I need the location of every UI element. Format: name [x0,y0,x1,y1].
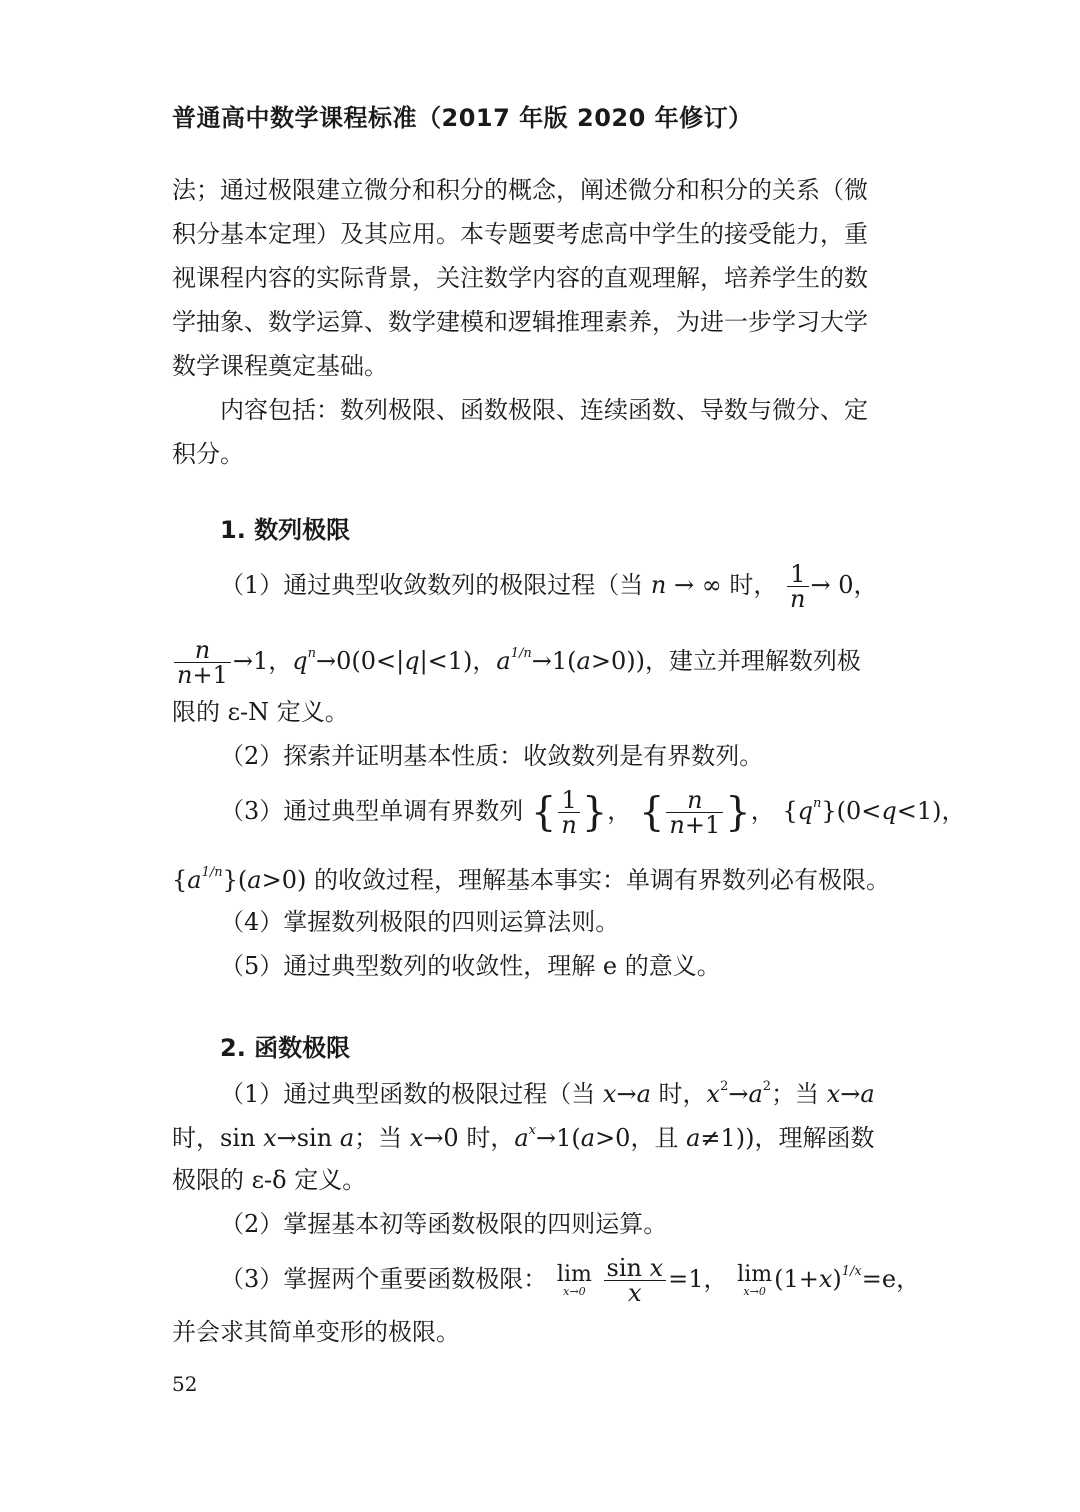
limit-sinx-over-x: lim x→0 [556,1262,592,1298]
intro-line-4: 学抽象、数学运算、数学建模和逻辑推理素养，为进一步学习大学 [172,308,868,336]
s1-item3-line1: （3）通过典型单调有界数列 { $\frac{1}{n}$ }， { $\frac{n}{n+1}$ }， $\{q^n\}(0<q<1)$， [220,786,966,839]
s1-item1-line3: 限的 ε-N 定义。 [172,698,349,726]
page-number: 52 [172,1372,198,1396]
s2-item2: （2）掌握基本初等函数极限的四则运算。 [220,1210,668,1238]
section-heading-2: 2. 函数极限 [220,1034,351,1062]
intro-line-5: 数学课程奠定基础。 [172,352,388,380]
running-header: 普通高中数学课程标准（2017 年版 2020 年修订） [172,104,753,132]
fraction-1-over-n: $\frac{1}{n}$ [787,562,808,611]
fraction-n-over-n-plus-1: $\frac{n}{n+1}$ [174,638,231,687]
intro-line-3: 视课程内容的实际背景，关注数学内容的直观理解，培养学生的数 [172,264,868,292]
s2-item1-line1: （1）通过典型函数的极限过程（当 x→a 时，$x^2\to a^2$；当 x→a [220,1079,875,1108]
s1-item3-line2: $\{a^{1/n}\}(a>0)$ 的收敛过程，理解基本事实：单调有界数列必有极限。 [172,865,890,894]
content-line-1: 内容包括：数列极限、函数极限、连续函数、导数与微分、定 [220,396,868,424]
section-heading-1: 1. 数列极限 [220,516,351,544]
s2-item1-line2: 时，sin x→sin a；当 x→0 时，$a^x\to 1(a>0$，且 a≠1))，理解函数 [172,1123,875,1152]
s1-item5: （5）通过典型数列的收敛性，理解 e 的意义。 [220,952,721,980]
content-line-2: 积分。 [172,440,244,468]
s2-item3-line1: （3）掌握两个重要函数极限： lim x→0 $\frac{\text{sin x}}{x}$ =1， lim x→0 $(1+x)^{1/x}=e$， [220,1254,921,1307]
s1-item4: （4）掌握数列极限的四则运算法则。 [220,908,620,936]
s1-item1-line1: （1）通过典型收敛数列的极限过程（当 n → ∞ 时， $\frac{1}{n}$ → 0， [220,560,878,613]
intro-line-2: 积分基本定理）及其应用。本专题要考虑高中学生的接受能力，重 [172,220,868,248]
s1-item2: （2）探索并证明基本性质：收敛数列是有界数列。 [220,742,764,770]
s2-item1-line3: 极限的 ε-δ 定义。 [172,1166,367,1194]
s2-item3-line2: 并会求其简单变形的极限。 [172,1318,460,1346]
s1-item1-line2: $\frac{n}{n+1}$ →1，$q^n\to 0(0<|q|<1)$，$a^{1/n}\to 1(a>0)$)，建立并理解数列极 [172,638,861,687]
limit-one-plus-x: lim x→0 [737,1262,773,1298]
intro-line-1: 法；通过极限建立微分和积分的概念，阐述微分和积分的关系（微 [172,176,868,204]
